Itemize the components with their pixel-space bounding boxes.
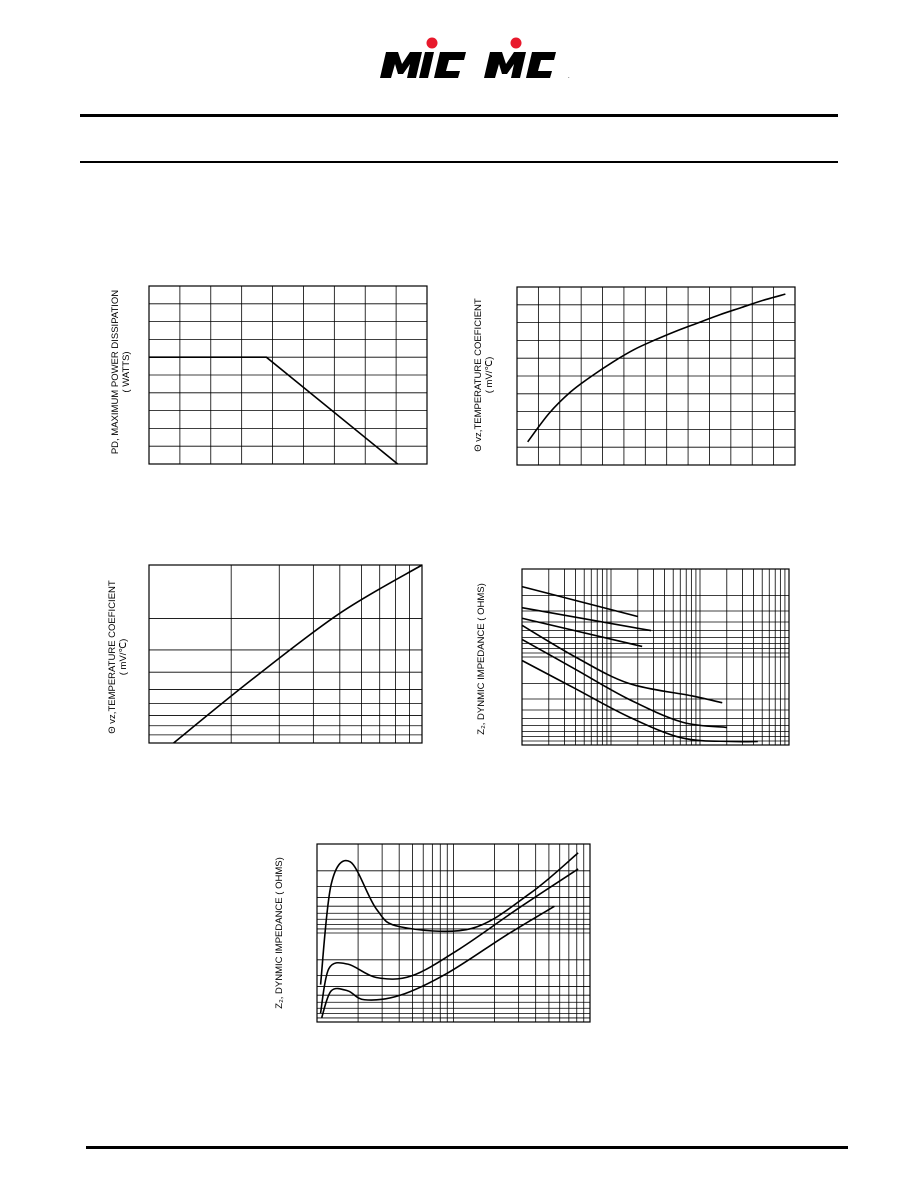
- logo-red-dot-1: [427, 38, 438, 49]
- chart3-ylabel: Θ vz,TEMPERATURE COEFICIENT ( mV/℃): [107, 580, 129, 734]
- logo-red-dot-2: [511, 38, 522, 49]
- series-line-2: [321, 869, 579, 1013]
- header-rule-bottom: [80, 161, 838, 163]
- logo-letter-m2: [484, 52, 526, 78]
- series-line-1: [174, 565, 422, 743]
- chart4-ylabel: Z₂, DYNMIC IMPEDANCE ( OHMS): [476, 583, 487, 735]
- dynamic-impedance-chart-2: [316, 843, 592, 1025]
- mic-logo: [376, 34, 576, 82]
- footer-rule: [86, 1146, 848, 1149]
- power-dissipation-chart: [148, 285, 428, 467]
- logo-letter-c1: [434, 52, 466, 78]
- chart2-ylabel: Θ vz,TEMPERATURE COEFICIENT ( mV/℃): [473, 298, 495, 452]
- chart-grid: [317, 844, 590, 1022]
- series-line-6: [522, 661, 758, 742]
- logo-letter-i: [419, 52, 434, 78]
- series-line-1: [522, 587, 638, 617]
- temp-coefficient-chart-2: [148, 564, 424, 746]
- series-line-3: [522, 618, 642, 646]
- logo-trademark: .: [568, 74, 570, 80]
- logo-letter-m1: [380, 52, 422, 78]
- series-line-1: [528, 294, 786, 442]
- header-rule-top: [80, 114, 838, 117]
- chart-grid: [522, 569, 789, 745]
- chart1-ylabel: PD, MAXIMUM POWER DISSIPATION ( WATTS): [110, 289, 132, 455]
- logo-letter-c2: [526, 52, 556, 78]
- series-line-1: [321, 853, 579, 985]
- series-line-4: [522, 625, 722, 702]
- dynamic-impedance-chart-1: [521, 568, 791, 748]
- temp-coefficient-chart-1: [516, 286, 796, 468]
- chart-grid: [517, 287, 795, 465]
- chart5-ylabel: Z₂, DYNMIC IMPEDANCE ( OHMS): [274, 857, 285, 1009]
